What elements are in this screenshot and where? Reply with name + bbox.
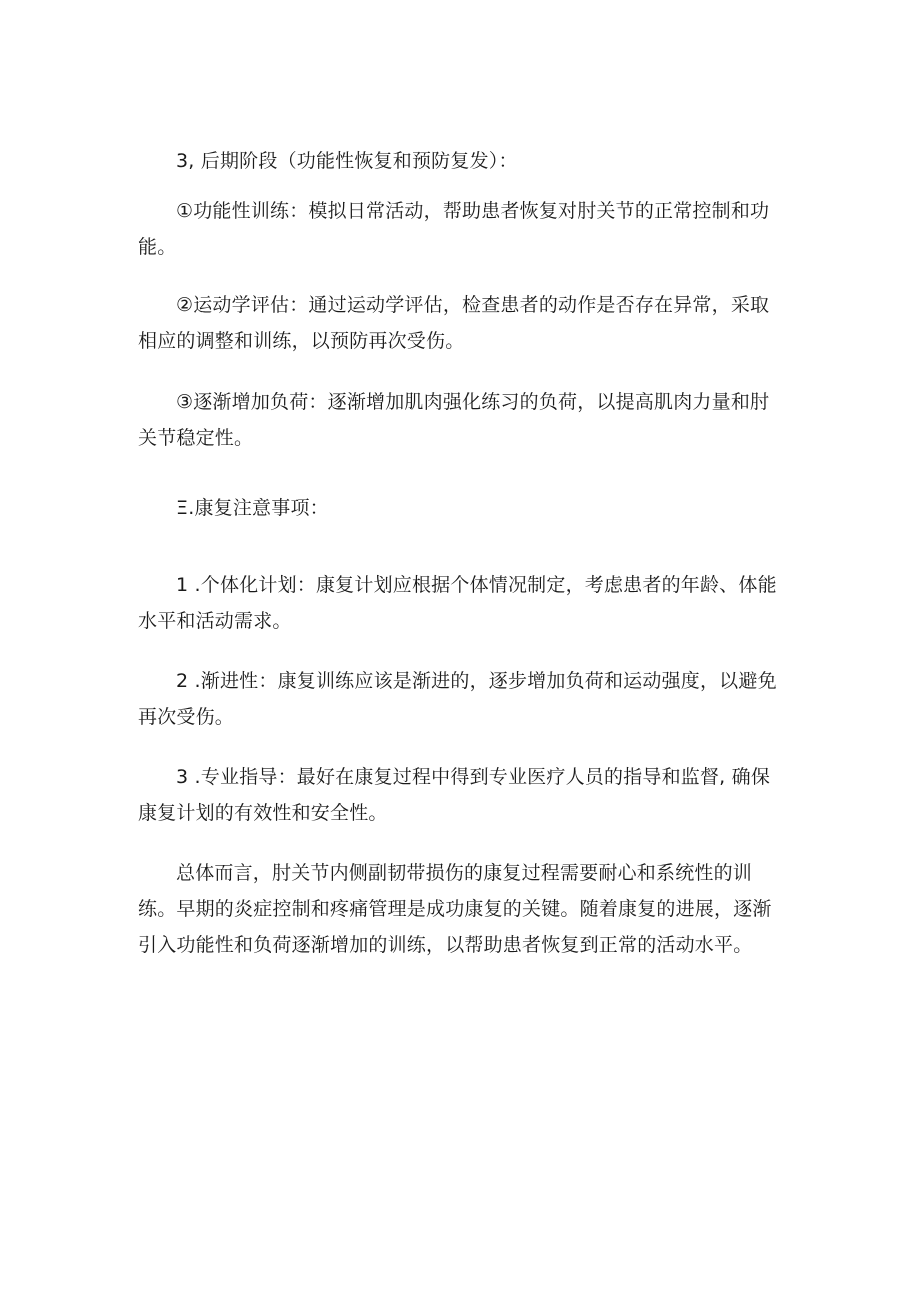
paragraph: 2 .渐进性：康复训练应该是渐进的，逐步增加负荷和运动强度，以避免再次受伤。: [138, 670, 777, 728]
progressive-load-paragraph: [138, 384, 783, 456]
progressive-training-paragraph: [138, 663, 783, 735]
paragraph: ①功能性训练：模拟日常活动，帮助患者恢复对肘关节的正常控制和功能。: [138, 200, 770, 258]
paragraph: 1 .个体化计划：康复计划应根据个体情况制定，考虑患者的年龄、体能水平和活动需求。: [138, 574, 777, 632]
paragraph: Ξ.康复注意事项：: [176, 497, 329, 519]
paragraph: 3, 后期阶段（功能性恢复和预防复发）：: [176, 150, 518, 172]
functional-training-paragraph: [138, 193, 783, 265]
paragraph: 3 .专业指导：最好在康复过程中得到专业医疗人员的指导和监督, 确保康复计划的有效性和安全性。: [138, 766, 771, 824]
paragraph: 总体而言，肘关节内侧副韧带损伤的康复过程需要耐心和系统性的训练。早期的炎症控制和疼痛管理是成功康复的关键。随着康复的进展，逐渐引入功能性和负荷逐渐增加的训练，以帮助患者恢复到正常的活动水平。: [138, 862, 772, 956]
paragraph: ③逐渐增加负荷：逐渐增加肌肉强化练习的负荷，以提高肌肉力量和肘关节稳定性。: [138, 391, 770, 449]
paragraph: ②运动学评估：通过运动学评估，检查患者的动作是否存在异常，采取相应的调整和训练，以预防再次受伤。: [138, 294, 770, 352]
late-stage-heading: [138, 143, 783, 179]
summary-paragraph: [138, 855, 783, 963]
kinematic-assessment-paragraph: [138, 287, 783, 359]
professional-guidance-paragraph: [138, 759, 783, 831]
precautions-heading: [138, 490, 783, 526]
individual-plan-paragraph: [138, 567, 783, 639]
